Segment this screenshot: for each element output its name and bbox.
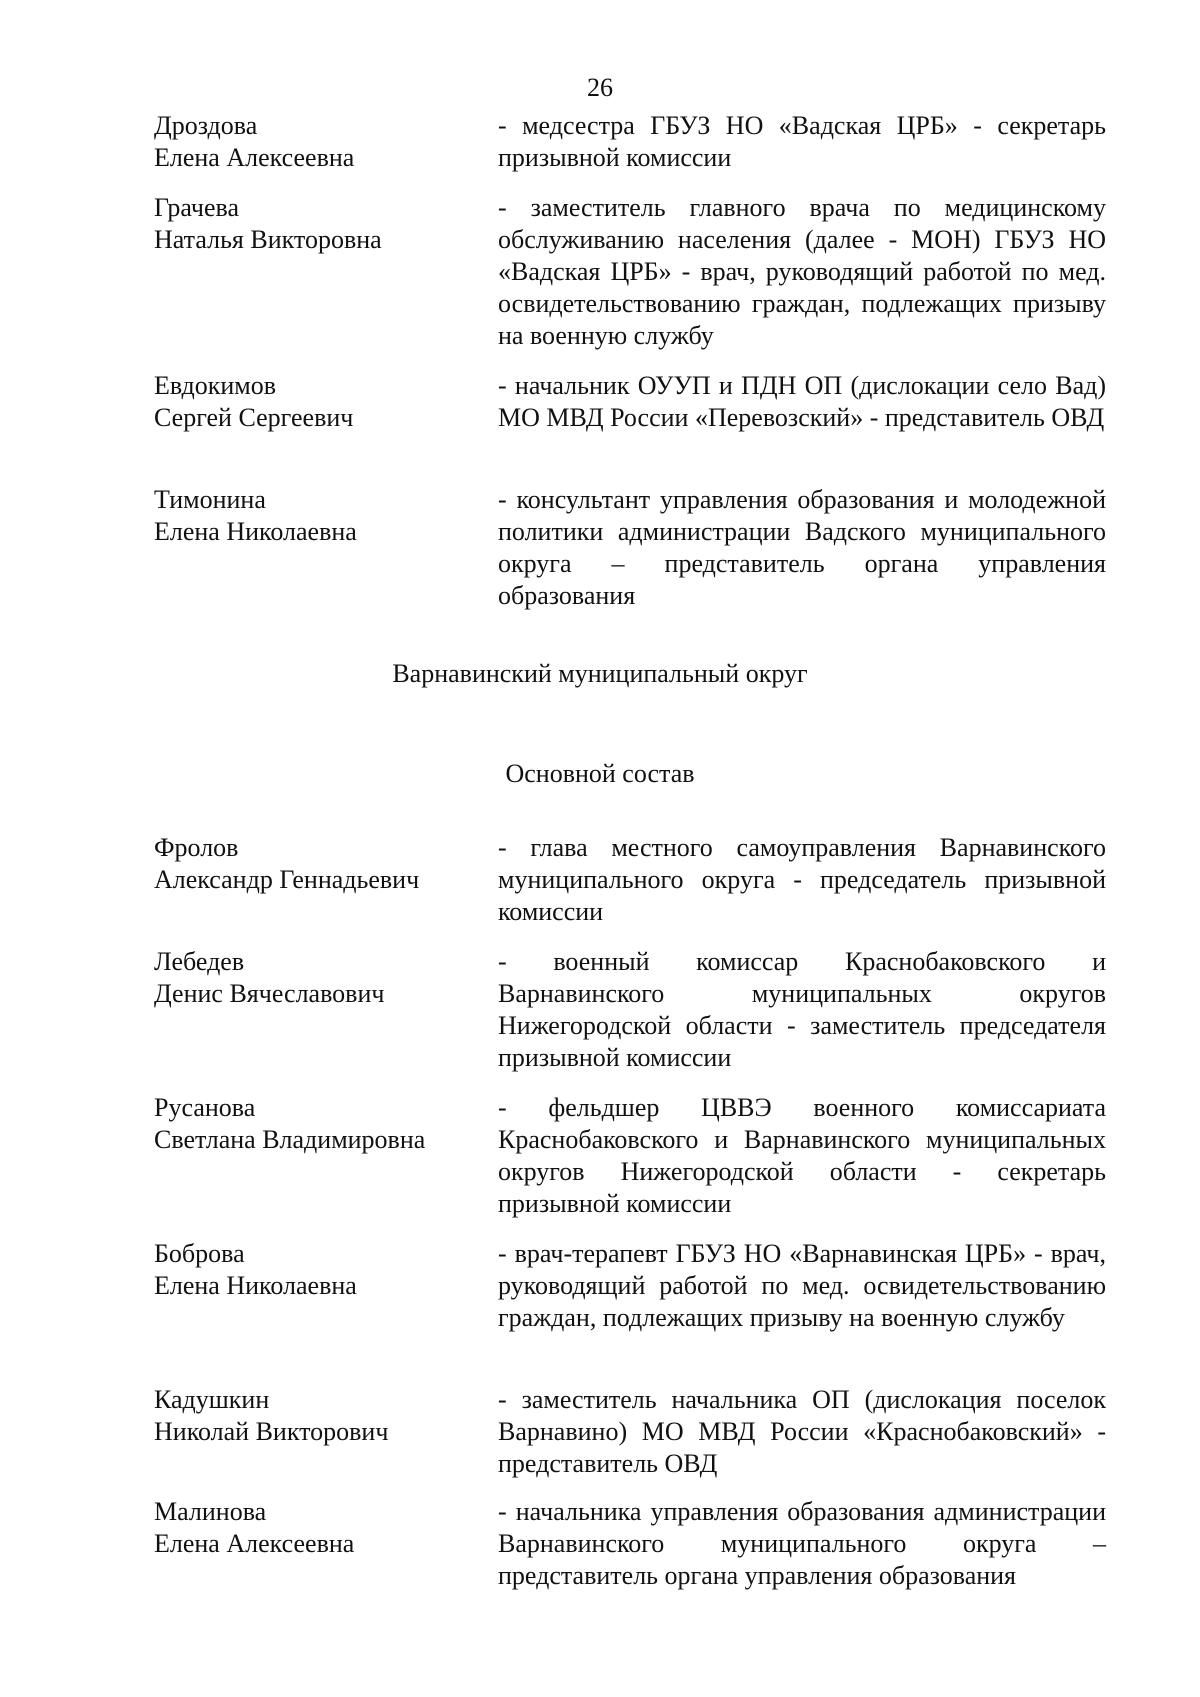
member-name: Русанова Светлана Владимировна bbox=[154, 1093, 426, 1154]
member-role: - начальника управления образования администрации Варнавинского муниципального округа – представитель органа управления образования bbox=[498, 1497, 1106, 1590]
member-role: - консультант управления образования и молодежной политики администрации Вадского муниципального округа – представитель органа управления образования bbox=[498, 485, 1106, 610]
member-name: Лебедев Денис Вячеславович bbox=[154, 947, 385, 1008]
member-name: Боброва Елена Николаевна bbox=[154, 1239, 357, 1300]
member-name: Кадушкин Николай Викторович bbox=[154, 1385, 389, 1446]
member-role: - врач-терапевт ГБУЗ НО «Варнавинская ЦРБ» - врач, руководящий работой по мед. освидетельствованию граждан, подлежащих призыву на военную службу bbox=[498, 1239, 1106, 1332]
member-role: - начальник ОУУП и ПДН ОП (дислокации село Вад) МО МВД России «Перевозский» - представитель ОВД bbox=[498, 371, 1106, 432]
district-heading: Варнавинский муниципальный округ bbox=[392, 659, 808, 688]
member-role: - заместитель главного врача по медицинскому обслуживанию населения (далее - МОН) ГБУЗ НО «Вадская ЦРБ» - врач, руководящий работой по мед. освидетельствованию граждан, подлежащих призыву на военную службу bbox=[498, 193, 1106, 350]
member-name: Грачева Наталья Викторовна bbox=[154, 193, 382, 254]
member-name: Евдокимов Сергей Сергеевич bbox=[154, 371, 354, 432]
member-role: - заместитель начальника ОП (дислокация поселок Варнавино) МО МВД России «Краснобаковский» - представитель ОВД bbox=[498, 1385, 1106, 1478]
member-name: Тимонина Елена Николаевна bbox=[154, 485, 357, 546]
member-name: Дроздова Елена Алексеевна bbox=[154, 111, 355, 172]
member-name: Малинова Елена Алексеевна bbox=[154, 1497, 355, 1558]
composition-heading: Основной состав bbox=[505, 759, 695, 788]
member-name: Фролов Александр Геннадьевич bbox=[154, 833, 420, 894]
member-role: - военный комиссар Краснобаковского и Варнавинского муниципальных округов Нижегородской области - заместитель председателя призывной комиссии bbox=[498, 947, 1106, 1072]
member-role: - фельдшер ЦВВЭ военного комиссариата Краснобаковского и Варнавинского муниципальных округов Нижегородской области - секретарь призывной комиссии bbox=[498, 1093, 1106, 1218]
member-role: - глава местного самоуправления Варнавинского муниципального округа - председатель призывной комиссии bbox=[498, 833, 1106, 926]
member-role: - медсестра ГБУЗ НО «Вадская ЦРБ» - секретарь призывной комиссии bbox=[498, 111, 1106, 172]
page-number: 26 bbox=[587, 73, 613, 102]
